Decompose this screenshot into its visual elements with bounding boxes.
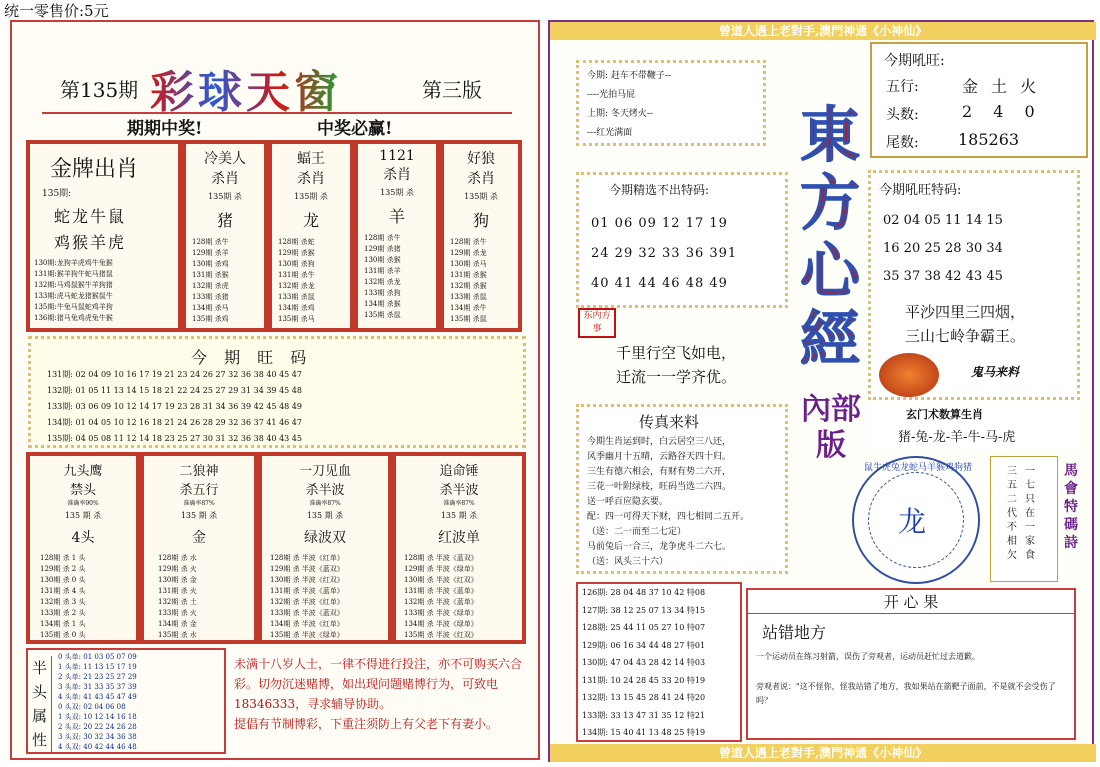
bottom-box (140, 452, 258, 644)
stamp: 东内方事 (578, 308, 616, 338)
kill-subtitle: 杀肖 (297, 171, 325, 187)
kaixin-box (746, 588, 1076, 740)
bottom-rate: 准确率87% (309, 500, 341, 507)
history-special: 特08 (686, 588, 706, 597)
poem-line: ---红光满面 (587, 128, 633, 138)
hou-ws: 185263 (958, 130, 1020, 149)
kill-box (440, 140, 522, 332)
bottom-row: 130期 杀 半波《红双》 (404, 576, 478, 584)
gold-line2: 鸡猴羊虎 (54, 233, 127, 252)
jingxuan-title: 今期精选不出特码: (609, 183, 710, 197)
gold-history-row: 136期:猪马兔鸡虎兔牛猴 (34, 314, 113, 322)
kill-row: 130期 杀鸡 (192, 260, 229, 268)
bottom-result: 金 (192, 530, 206, 546)
kill-subtitle: 杀肖 (211, 171, 239, 187)
kill-row: 133期 杀狗 (364, 289, 401, 297)
kill-row: 134期 杀马 (192, 304, 229, 312)
kill-row: 133期 杀鼠 (278, 293, 315, 301)
bottom-row: 131期 杀 火 (158, 587, 197, 595)
bottom-subtitle: 杀半波 (439, 483, 479, 498)
gold-line1: 蛇龙牛鼠 (54, 207, 127, 226)
xuanmen-animals: 猪-兔-龙-羊-牛-马-虎 (898, 430, 1016, 445)
history-issue: 133期: (582, 710, 608, 720)
jingxuan-row: 40 41 44 46 48 49 (591, 276, 728, 291)
halfhead-char: 属 (32, 707, 48, 725)
chuanzhen-box (576, 404, 788, 574)
left-page (10, 20, 540, 760)
houwang-poem1: 平沙四里三四烟， (905, 303, 1026, 321)
kill-box (182, 140, 268, 332)
history-row (582, 724, 740, 742)
bottom-row: 132期 杀 土 (158, 598, 197, 606)
history-row (582, 672, 740, 690)
bottom-row: 128期 杀 水 (158, 554, 197, 562)
history-issue: 127期: (582, 605, 608, 615)
history-row (582, 637, 740, 655)
wangma-box (28, 336, 526, 448)
jingshi-title: 馬會特碼詩 (1064, 463, 1078, 551)
kill-row: 135期 杀鸡 (192, 315, 229, 323)
kill-row: 133期 杀猪 (192, 293, 229, 301)
halfhead-row: 2 头单: 21 23 25 27 29 (58, 673, 137, 681)
kill-row: 129期 杀羊 (192, 249, 229, 257)
bottom-row: 135期 杀 0 头 (40, 631, 86, 639)
bottom-rate: 准确率87% (443, 500, 475, 507)
history-special: 特01 (686, 640, 706, 650)
chuanzhen-line: 马前兔后一合三，龙争虎斗二六七。 (587, 542, 732, 552)
chuanzhen-lines (587, 435, 749, 570)
bottom-row: 130期 杀 半波《红双》 (270, 576, 344, 584)
bottom-box (258, 452, 392, 644)
xuanmen-box (868, 402, 1080, 450)
bottom-row: 129期 杀 半波《蓝双》 (270, 565, 344, 573)
history-special: 特19 (686, 728, 706, 737)
kill-row: 128期 杀牛 (192, 238, 229, 246)
history-row (582, 707, 740, 725)
zodiac-wheel (852, 456, 980, 584)
bottom-row: 135期 杀 半波《绿单》 (270, 631, 344, 639)
halfhead-char: 头 (32, 683, 48, 701)
bottom-row: 133期 杀 半波《蓝双》 (270, 609, 344, 617)
kill-row: 129期 杀猴 (278, 249, 315, 257)
bottom-row: 129期 杀 2 头 (40, 565, 86, 573)
qianli-box (576, 312, 788, 402)
kill-result: 羊 (388, 207, 405, 226)
halfhead-row: 3 头单: 31 33 35 37 39 (58, 683, 137, 691)
houwang-row: 16 20 25 28 30 34 (883, 241, 1003, 256)
kaixin-head: 站错地方 (762, 623, 827, 642)
jingxuan-box (576, 172, 788, 308)
vert-poem-line: 一七只在一家食 (1025, 466, 1035, 561)
bottom-banner: 曾道人遇上老對手,澳門神通《小神仙》 (550, 744, 1096, 762)
kill-row: 134期 杀猴 (364, 300, 401, 308)
halfhead-char: 性 (32, 731, 48, 749)
kill-boxes (182, 140, 522, 332)
qianli-line2: 迁流一一学齐优。 (616, 368, 737, 386)
bottom-row: 130期 杀 0 头 (40, 576, 86, 584)
houwang-box (868, 170, 1080, 400)
kill-subtitle: 杀肖 (383, 167, 411, 183)
hou-ts: 2 4 0 (962, 102, 1043, 121)
houwang-row: 02 04 05 11 14 15 (883, 213, 1003, 228)
hou-ts-label: 头数: (886, 107, 919, 123)
wangma-title: 今 期 旺 码 (191, 348, 313, 367)
bottom-row: 128期 杀 半波《蓝双》 (404, 554, 478, 562)
bottom-row: 135期 杀 半波《红双》 (404, 631, 478, 639)
big-subtitle: 內部版 (801, 392, 861, 463)
bottom-row: 134期 杀 1 头 (40, 620, 86, 628)
slogan-right: 中奖必赢! (317, 119, 393, 139)
kill-box (268, 140, 354, 332)
wangma-row: 131期: 02 04 09 10 16 17 19 21 23 24 26 27 32 36 38 40 45 47 (47, 370, 302, 379)
kill-row: 132期 杀龙 (364, 278, 401, 286)
poem-line: ----光拍马屁 (587, 90, 636, 100)
kill-sub: 135期 杀 (208, 192, 242, 201)
kill-row: 131期 杀牛 (278, 271, 315, 279)
history-list (578, 584, 740, 742)
history-issue: 131期: (582, 675, 608, 685)
halfhead-row: 3 头双: 30 32 34 36 38 (58, 733, 137, 741)
chuanzhen-line: （送：二一而至二七定） (587, 527, 687, 537)
kill-row: 128期 杀牛 (450, 238, 487, 246)
bottom-row: 130期 杀 金 (158, 576, 197, 584)
kill-row: 131期 杀羊 (364, 267, 401, 275)
kill-result: 狗 (472, 211, 489, 230)
right-page (548, 20, 1094, 762)
kaixin-p1: 一个运动员在练习射箭，误伤了旁观者，运动员赶忙过去道歉。 (756, 652, 980, 661)
poem-lines (587, 67, 671, 143)
chuanzhen-line: 送一呼百应隐玄要。 (587, 497, 669, 507)
xuanmen-title: 玄门术数算生肖 (906, 408, 983, 421)
bottom-row: 134期 杀 半波《红单》 (270, 620, 344, 628)
hou-box (870, 42, 1088, 158)
jingxuan-row: 24 29 32 33 36 391 (591, 246, 738, 261)
gold-box (26, 140, 182, 332)
hou-wx: 金 土 火 (962, 77, 1041, 96)
halfhead-row: 0 头单: 01 03 05 07 09 (58, 653, 137, 661)
history-row (582, 602, 740, 620)
wangma-row: 132期: 01 05 11 13 14 15 18 21 22 24 25 27 29 31 34 39 45 48 (47, 386, 302, 395)
top-banner: 曾道人遇上老對手,澳門神通《小神仙》 (550, 22, 1096, 40)
history-nums: 28 04 48 37 10 42 (610, 588, 685, 597)
history-issue: 126期: (582, 588, 608, 597)
history-row (582, 654, 740, 672)
bottom-row: 129期 杀 半波《绿单》 (404, 565, 478, 573)
bottom-title: 一刀见血 (298, 464, 351, 479)
history-special: 特03 (686, 658, 706, 667)
tiger-label: 鬼马来料 (971, 365, 1020, 379)
history-nums: 38 12 25 07 13 34 (610, 605, 685, 615)
kill-box (354, 140, 440, 332)
bottom-result: 红波单 (438, 530, 480, 546)
bottom-subtitle: 禁头 (69, 483, 96, 498)
kill-row: 128期 杀牛 (364, 234, 401, 242)
bottom-sub: 135 期 杀 (64, 511, 102, 520)
bottom-row: 132期 杀 3 头 (40, 598, 86, 606)
vert-poem-line: 三五二代不相欠 (1007, 466, 1017, 561)
kill-row: 133期 杀鼠 (450, 293, 487, 301)
history-nums: 33 13 47 31 35 12 (610, 710, 685, 720)
kill-title: 1121 (379, 148, 415, 164)
bottom-title: 追命锤 (439, 464, 479, 479)
kill-row: 129期 杀猪 (364, 245, 401, 253)
chuanzhen-line: 配：四一可得天下财，四七相同二五开。 (587, 512, 750, 522)
history-row (582, 619, 740, 637)
bottom-box (392, 452, 526, 644)
gold-issue: 135期: (42, 189, 72, 199)
kill-row: 132期 杀猴 (450, 282, 487, 290)
issue-number: 第135期 (60, 78, 139, 102)
kill-row: 132期 杀虎 (192, 282, 229, 290)
bottom-row: 134期 杀 半波《绿单》 (404, 620, 478, 628)
bottom-row: 134期 杀 金 (158, 620, 197, 628)
history-special: 特21 (686, 710, 706, 720)
history-issue: 129期: (582, 640, 608, 650)
chuanzhen-line: 风季幽月十五晴，云路谷天四十归。 (587, 452, 732, 462)
wheel-center: 龙 (898, 505, 927, 538)
history-special: 特20 (686, 693, 706, 702)
notice-secondary: 提倡有节制博彩，下重注须防上有父老下有妻小。 (234, 717, 499, 731)
gold-history (34, 258, 178, 324)
houwang-poem2: 三山七岭争霸王。 (905, 327, 1026, 345)
history-issue: 128期: (582, 623, 608, 632)
kill-row: 134期 杀鸡 (278, 304, 315, 312)
history-issue: 134期: (582, 728, 608, 737)
gold-history-row: 130期:龙狗羊虎鸡牛兔猴 (34, 259, 113, 267)
bottom-row: 129期 杀 火 (158, 565, 197, 573)
kill-row: 129期 杀龙 (450, 249, 487, 257)
history-row (582, 689, 740, 707)
qianli-line1: 千里行空飞如电， (616, 344, 737, 362)
history-nums: 06 16 34 44 48 27 (610, 640, 685, 650)
gold-history-row: 135期:牛兔马鼠蛇鸡羊狗 (34, 303, 113, 311)
bottom-title: 二狼神 (179, 464, 219, 479)
kill-sub: 135期 杀 (294, 192, 328, 201)
jingxuan-row: 01 06 09 12 17 19 (591, 216, 728, 231)
bottom-row: 128期 杀 1 头 (40, 554, 86, 562)
bottom-row: 132期 杀 半波《红单》 (270, 598, 344, 606)
gold-history-row: 133期:虎马蛇龙猪猴鼠牛 (34, 292, 113, 300)
halfhead-list (58, 652, 137, 752)
wangma-list (47, 367, 302, 447)
left-header (42, 52, 512, 118)
bottom-row: 133期 杀 火 (158, 609, 197, 617)
kill-subtitle: 杀肖 (467, 171, 495, 187)
bottom-row: 128期 杀 半波《红单》 (270, 554, 344, 562)
chuanzhen-line: （送：风头三十六） (587, 557, 669, 567)
history-issue: 132期: (582, 693, 608, 702)
kill-row: 128期 杀蛇 (278, 238, 315, 246)
bottom-rate: 准确率87% (183, 500, 215, 507)
halfhead-char: 半 (32, 659, 48, 677)
bottom-row: 135期 杀 水 (158, 631, 197, 639)
history-nums: 47 04 43 28 42 14 (610, 658, 685, 667)
halfhead-row: 4 头单: 41 43 45 47 49 (58, 693, 137, 701)
houwang-title: 今期吼旺特码: (879, 183, 962, 198)
history-nums: 10 24 28 45 33 20 (610, 675, 685, 685)
houwang-row: 35 37 38 42 43 45 (883, 269, 1003, 284)
jingxuan-list (591, 209, 737, 299)
kill-row: 135期 杀鼠 (364, 311, 401, 319)
kill-row: 130期 杀猴 (364, 256, 401, 264)
history-row (582, 584, 740, 602)
bottom-sub: 135 期 杀 (306, 511, 344, 520)
wheel-ring: 鼠牛虎兔龙蛇马羊猴鸡狗猪 (863, 463, 972, 473)
hou-wx-label: 五行: (886, 79, 919, 95)
bottom-row: 131期 杀 半波《蓝单》 (404, 587, 478, 595)
poem-line: 上期: 冬天烤火-- (587, 109, 653, 119)
bottom-row: 131期 杀 半波《蓝单》 (270, 587, 344, 595)
notice-text (234, 654, 534, 734)
halfhead-label (32, 656, 52, 752)
edition-label: 第三版 (422, 78, 482, 102)
history-box (576, 582, 742, 742)
gold-history-row: 131期:猴羊狗牛蛇马猪鼠 (34, 270, 113, 278)
wangma-row: 134期: 01 04 05 10 12 16 18 21 24 26 28 29 32 36 37 41 46 47 (47, 418, 302, 427)
history-special: 特07 (686, 623, 706, 632)
bottom-box (26, 452, 140, 644)
history-nums: 25 44 11 05 27 10 (610, 623, 685, 632)
bottom-subtitle: 杀半波 (305, 483, 345, 498)
bottom-sub: 135 期 杀 (180, 511, 218, 520)
bottom-result: 4头 (71, 530, 95, 546)
poem-box (576, 60, 766, 146)
kill-row: 131期 杀猴 (192, 271, 229, 279)
history-special: 特15 (686, 605, 706, 615)
history-nums: 13 15 45 28 41 24 (610, 693, 685, 702)
bottom-row: 133期 杀 2 头 (40, 609, 86, 617)
price-label: 统一零售价:5元 (4, 2, 109, 20)
gold-title: 金牌出肖 (50, 157, 139, 182)
hou-title: 今期吼旺: (884, 53, 945, 69)
bottom-row: 131期 杀 4 头 (40, 587, 86, 595)
halfhead-row: 1 头单: 11 13 15 17 19 (58, 663, 137, 671)
kill-result: 猪 (216, 211, 233, 230)
bottom-rate: 准确率90% (67, 500, 99, 507)
bottom-result: 绿波双 (304, 530, 346, 546)
kill-row: 135期 杀鼠 (450, 315, 487, 323)
wangma-row: 135期: 04 05 08 11 12 14 18 23 25 27 30 31 32 36 38 40 43 45 (47, 434, 302, 443)
history-issue: 130期: (582, 658, 608, 667)
halfhead-row: 4 头双: 40 42 44 46 48 (58, 743, 137, 751)
bottom-subtitle: 杀五行 (179, 483, 219, 498)
chuanzhen-line: 三生有德六相会，有财有势二六开， (587, 467, 732, 477)
history-nums: 15 40 41 13 48 25 (610, 728, 685, 737)
kill-row: 131期 杀猴 (450, 271, 487, 279)
vert-poem-box (990, 456, 1058, 582)
bottom-sub: 135 期 杀 (440, 511, 478, 520)
bottom-row: 132期 杀 半波《蓝单》 (404, 598, 478, 606)
kill-row: 135期 杀马 (278, 315, 315, 323)
halfhead-row: 0 头双: 02 04 06 08 (58, 703, 126, 711)
tiger-image (879, 353, 939, 397)
halfhead-row: 2 头双: 20 22 24 26 28 (58, 723, 137, 731)
kill-sub: 135期 杀 (380, 188, 414, 197)
poem-line: 今期: 赶车不带鞭子-- (587, 71, 671, 81)
chuanzhen-line: 三花一叶附绿枝，旺码当选二六四。 (587, 482, 732, 492)
kaixin-title: 开 心 果 (748, 590, 1074, 614)
kill-sub: 135期 杀 (464, 192, 498, 201)
slogan-left: 期期中奖! (127, 119, 203, 139)
kill-result: 龙 (302, 211, 319, 230)
wangma-row: 133期: 03 06 09 10 12 14 17 19 23 28 31 34 36 39 42 45 48 49 (47, 402, 302, 411)
chuanzhen-line: 今期生肖运到时，白云居空三八还， (587, 437, 732, 447)
kill-row: 132期 杀龙 (278, 282, 315, 290)
bottom-row: 133期 杀 半波《绿单》 (404, 609, 478, 617)
hou-ws-label: 尾数: (886, 135, 919, 151)
kill-row: 130期 杀马 (450, 260, 487, 268)
houwang-list (883, 207, 1003, 291)
halfhead-box (26, 648, 226, 754)
kaixin-p2: 旁观者说："这不怪你，怪我站错了地方，我如果站在箭靶子面前，不是就不会受伤了吗？ (756, 682, 1056, 705)
bottom-title: 九头鹰 (63, 464, 103, 479)
kill-row: 130期 杀狗 (278, 260, 315, 268)
kill-title: 冷美人 (204, 151, 246, 167)
chuanzhen-title: 传真来料 (639, 413, 700, 431)
kill-title: 蝠王 (297, 151, 325, 167)
notice-main: 未满十八岁人士，一律不得进行投注，亦不可购买六合彩。切勿沉迷赌博，如出现问题赌博行为，可致电18346333，寻求辅导协助。 (234, 657, 523, 711)
main-title: 彩球天窗 (150, 56, 342, 120)
kill-title: 好狼 (467, 151, 495, 167)
gold-history-row: 132期:马鸡鼠猴牛羊狗猪 (34, 281, 113, 289)
big-title: 東方心經 (800, 101, 860, 375)
halfhead-row: 1 头双: 10 12 14 16 18 (58, 713, 137, 721)
history-special: 特19 (686, 675, 706, 685)
kill-row: 134期 杀牛 (450, 304, 487, 312)
